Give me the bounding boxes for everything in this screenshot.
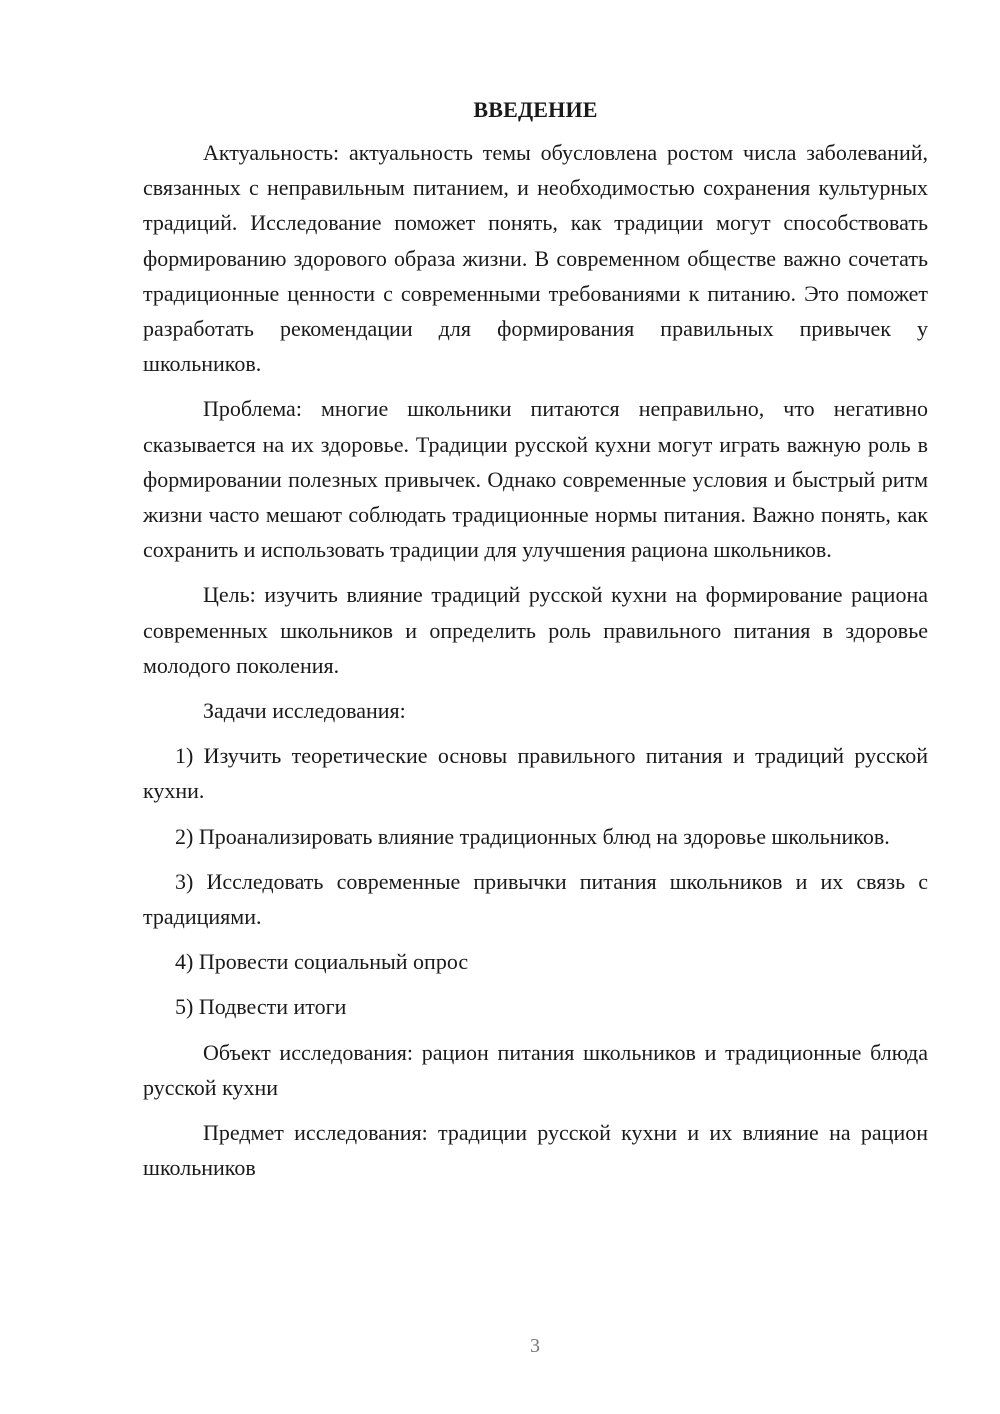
paragraph-goal: Цель: изучить влияние традиций русской кухни на формирование рациона современных школьников и определить роль правильного питания в здоровье молодого поколения. [143,582,928,678]
paragraph-relevance: Актуальность: актуальность темы обусловлена ростом числа заболеваний, связанных с неправильным питанием, и необходимостью сохранения культурных традиций. Исследование поможет понять, как традиции могут способствовать формированию здорового образа жизни. В современном обществе важно сочетать традиционные ценности с современными требованиями к питанию. Это поможет разработать рекомендации для формирования правильных привычек у школьников. [143,140,928,377]
document-page [143,95,928,1185]
task-item-2: 2) Проанализировать влияние традиционных блюд на здоровье школьников. [175,823,890,849]
paragraph-problem: Проблема: многие школьники питаются неправильно, что негативно сказывается на их здоровье. Традиции русской кухни могут играть важную роль в формировании полезных привычек. Однако современные условия и быстрый ритм жизни часто мешают соблюдать традиционные нормы питания. Важно понять, как сохранить и использовать традиции для улучшения рациона школьников. [143,396,928,563]
section-title: ВВЕДЕНИЕ [473,97,598,122]
task-item-4: 4) Провести социальный опрос [175,949,469,975]
task-item-5: 5) Подвести итоги [175,994,347,1020]
task-item-1: 1) Изучить теоретические основы правильного питания и традиций русской кухни. [143,743,928,804]
paragraph-subject: Предмет исследования: традиции русской кухни и их влияние на рацион школьников [143,1120,928,1181]
paragraph-object: Объект исследования: рацион питания школьников и традиционные блюда русской кухни [143,1039,928,1100]
paragraph-tasks-heading: Задачи исследования: [203,698,406,724]
task-item-3: 3) Исследовать современные привычки питания школьников и их связь с традициями. [143,868,928,930]
page-number: 3 [530,1335,540,1357]
